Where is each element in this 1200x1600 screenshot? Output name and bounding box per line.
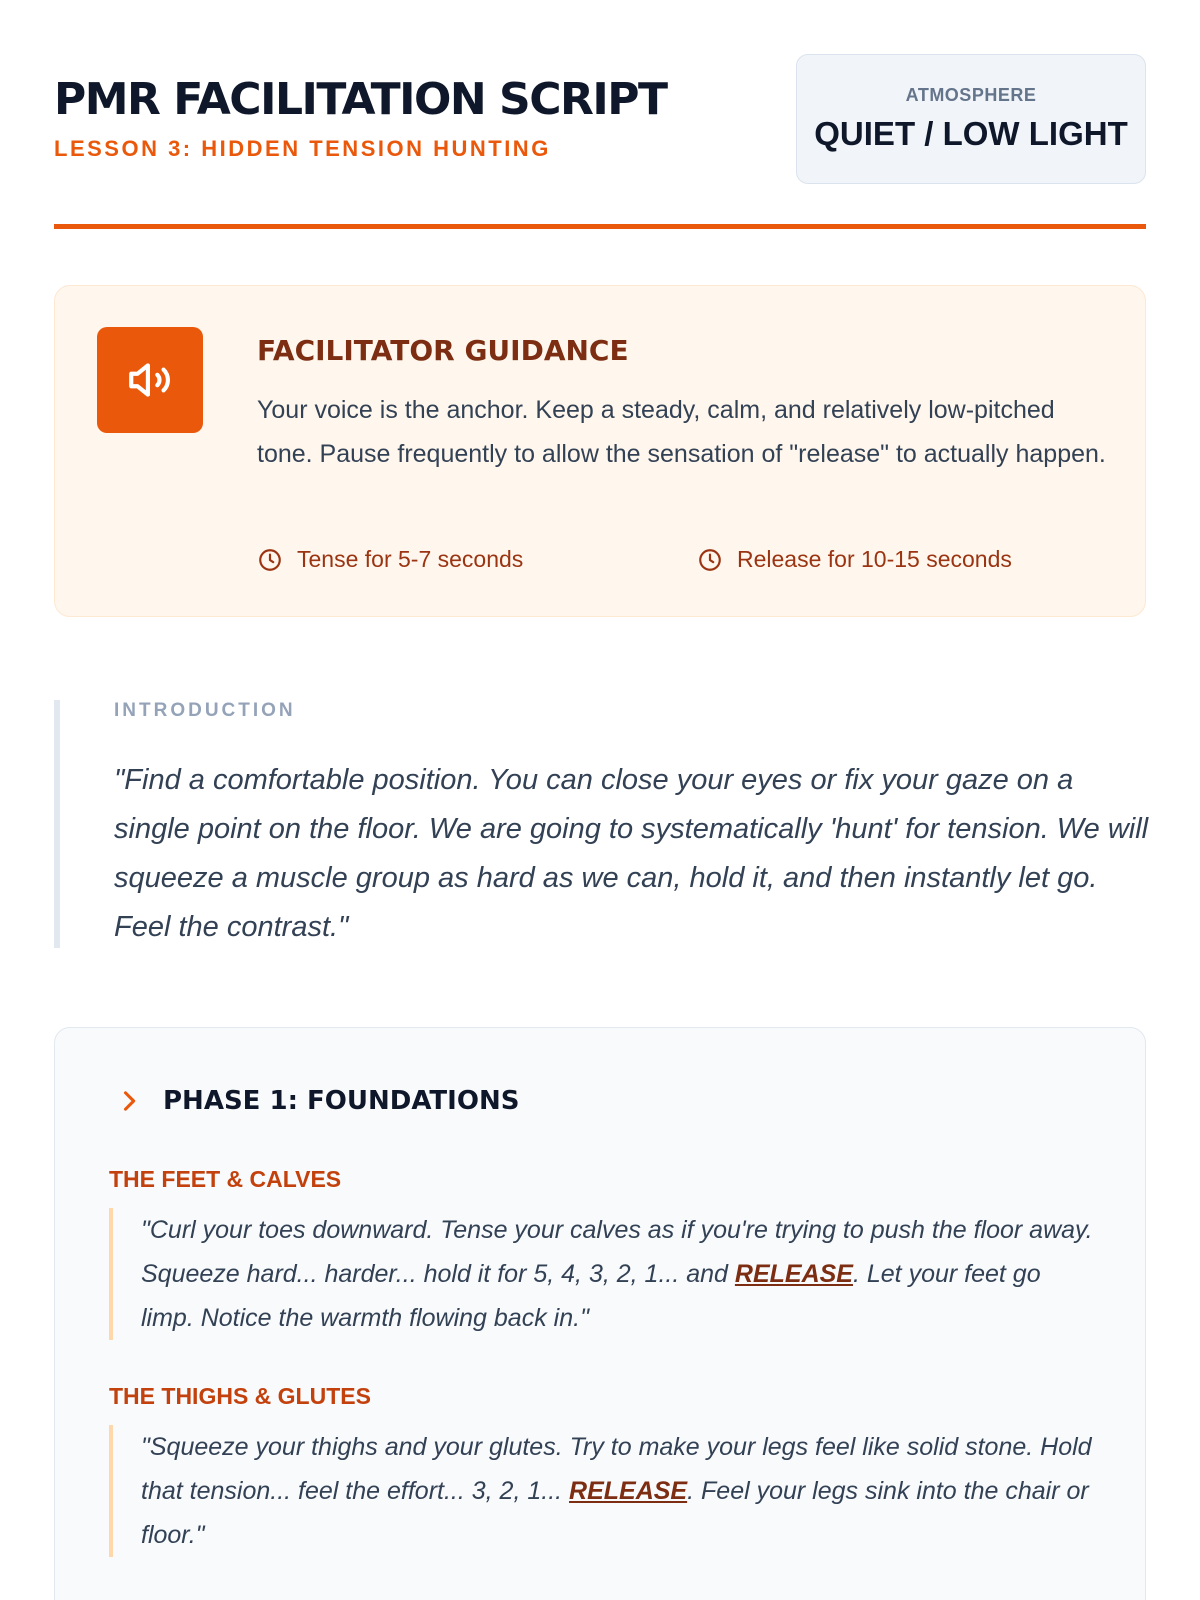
phase-header[interactable] xyxy=(115,1086,519,1116)
release-cue: RELEASE xyxy=(569,1477,688,1505)
phase-card xyxy=(54,1027,1146,1600)
section-title-feet-calves: THE FEET & CALVES xyxy=(109,1166,342,1192)
speaker-volume-icon xyxy=(97,327,203,433)
section-title-thighs-glutes: THE THIGHS & GLUTES xyxy=(109,1383,371,1409)
introduction-block xyxy=(54,700,1149,948)
quote-text: "Squeeze your thighs and your glutes. Try to make your legs feel like solid stone. Hold that tension... feel the effort... 3, 2, 1... xyxy=(141,1433,1092,1505)
tense-timer-label: Tense for 5-7 seconds xyxy=(297,546,524,572)
introduction-text: "Find a comfortable position. You can close your eyes or fix your gaze on a single point on the floor. We are going to systematically 'hunt' for tension. We will squeeze a muscle group as hard as we can, hold it, and then instantly let go. Feel the contrast." xyxy=(114,764,1149,943)
section-quote-feet-calves xyxy=(109,1208,1099,1340)
lesson-subtitle: LESSON 3: HIDDEN TENSION HUNTING xyxy=(54,136,551,161)
release-timer-label: Release for 10-15 seconds xyxy=(737,546,1012,572)
release-cue: RELEASE xyxy=(734,1260,853,1288)
header-divider xyxy=(54,224,1146,229)
page-title: PMR FACILITATION SCRIPT xyxy=(54,74,667,125)
release-timer xyxy=(697,546,1012,573)
clock-icon xyxy=(257,547,283,573)
facilitator-guidance-card xyxy=(54,285,1146,617)
atmosphere-label: ATMOSPHERE xyxy=(905,85,1037,105)
atmosphere-value: QUIET / LOW LIGHT xyxy=(814,115,1128,152)
tense-timer xyxy=(257,546,523,573)
introduction-label: INTRODUCTION xyxy=(114,700,296,721)
page-header xyxy=(54,54,1146,184)
quote-text: "Curl your toes downward. Tense your calves as if you're trying to push the floor away. Squeeze hard... harder... hold it for 5, 4, 3, 2, 1... and xyxy=(141,1216,1093,1288)
quote-text: . Feel your legs sink into the chair or floor." xyxy=(141,1477,1089,1549)
clock-icon xyxy=(697,547,723,573)
guidance-text: Your voice is the anchor. Keep a steady, calm, and relatively low-pitched tone. Pause frequently to allow the sensation of "release" to actually happen. xyxy=(257,396,1106,468)
phase-title: PHASE 1: FOUNDATIONS xyxy=(163,1086,520,1116)
quote-text: . Let your feet go limp. Notice the warmth flowing back in." xyxy=(141,1260,1041,1332)
atmosphere-badge xyxy=(796,54,1146,184)
guidance-title: FACILITATOR GUIDANCE xyxy=(257,334,629,367)
chevron-right-icon[interactable] xyxy=(115,1087,143,1115)
section-quote-thighs-glutes xyxy=(109,1425,1099,1557)
